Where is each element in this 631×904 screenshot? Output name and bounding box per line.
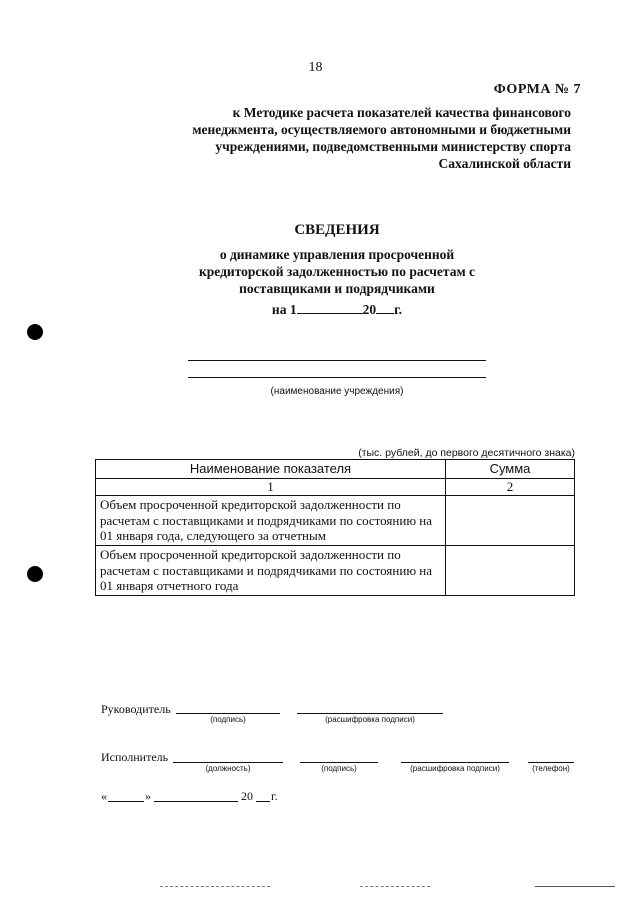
- signature-date-year-prefix: 20: [241, 789, 253, 803]
- executor-signature-caption: (подпись): [321, 764, 357, 773]
- date-suffix: г.: [394, 302, 403, 317]
- indicators-table: [95, 459, 575, 596]
- table-header-row: [96, 460, 575, 479]
- punch-hole-top: [27, 324, 43, 340]
- head-label: Руководитель: [101, 702, 171, 716]
- institution-line-1[interactable]: [188, 360, 486, 361]
- punch-hole-bottom: [27, 566, 43, 582]
- document-heading: СВЕДЕНИЯ: [294, 222, 380, 238]
- scan-artifact-line-right: [535, 886, 615, 887]
- signature-date-suffix: г.: [271, 789, 278, 803]
- description-text: о динамике управления просроченной кредиторской задолженностью по расчетам с поставщиками и подрядчиками: [198, 247, 476, 296]
- scan-artifact-dash-left: [160, 886, 270, 887]
- column-number-row: [96, 479, 575, 496]
- header-indicator: Наименование показателя: [96, 460, 446, 479]
- report-date-line: [0, 301, 631, 318]
- executor-position-caption: (должность): [205, 764, 251, 773]
- document-description: [0, 246, 631, 297]
- units-note: (тыс. рублей, до первого десятичного знака): [358, 447, 575, 459]
- table-row: [96, 546, 575, 596]
- header-amount: Сумма: [446, 460, 575, 479]
- date-prefix: на 1: [271, 302, 297, 317]
- institution-line-2[interactable]: [188, 377, 486, 378]
- signature-date-open-quote: «: [101, 789, 107, 803]
- head-signature-caption: (подпись): [210, 715, 246, 724]
- executor-signature-line[interactable]: [300, 762, 378, 763]
- column-number-2: 2: [446, 479, 575, 496]
- row-2-indicator: Объем просроченной кредиторской задолженности по расчетам с поставщиками и подрядчиками по состоянию на 01 января отчетного года: [96, 546, 446, 596]
- row-1-indicator: Объем просроченной кредиторской задолженности по расчетам с поставщиками и подрядчиками по состоянию на 01 января года, следующего за отчетным: [96, 496, 446, 546]
- form-subtitle: к Методике расчета показателей качества финансового менеджмента, осуществляемого автономными и бюджетными учреждениями, подведомственными министерству спорта Сахалинской области: [192, 105, 571, 171]
- page-number: 18: [308, 60, 323, 75]
- executor-decoding-caption: (расшифровка подписи): [410, 764, 500, 773]
- row-1-amount[interactable]: [446, 496, 575, 546]
- date-year-prefix: 20: [362, 302, 377, 317]
- date-year-blank[interactable]: [376, 301, 394, 314]
- institution-caption: (наименование учреждения): [270, 386, 404, 397]
- column-number-1: 1: [96, 479, 446, 496]
- signature-date-month-line[interactable]: [154, 801, 238, 802]
- executor-label: Исполнитель: [101, 750, 169, 764]
- head-decoding-caption: (расшифровка подписи): [325, 715, 415, 724]
- executor-decoding-line[interactable]: [401, 762, 509, 763]
- scan-artifact-dash-middle: [360, 886, 430, 887]
- executor-phone-line[interactable]: [528, 762, 574, 763]
- signature-date-day-line[interactable]: [108, 801, 144, 802]
- row-2-amount[interactable]: [446, 546, 575, 596]
- executor-phone-caption: (телефон): [532, 764, 570, 773]
- date-day-month-blank[interactable]: [297, 301, 363, 314]
- signature-date-close-quote: »: [145, 789, 151, 803]
- signature-date-year-line[interactable]: [256, 801, 270, 802]
- table-row: [96, 496, 575, 546]
- form-label: ФОРМА № 7: [493, 82, 581, 97]
- head-signature-line[interactable]: [176, 713, 280, 714]
- head-decoding-line[interactable]: [297, 713, 443, 714]
- executor-position-line[interactable]: [173, 762, 283, 763]
